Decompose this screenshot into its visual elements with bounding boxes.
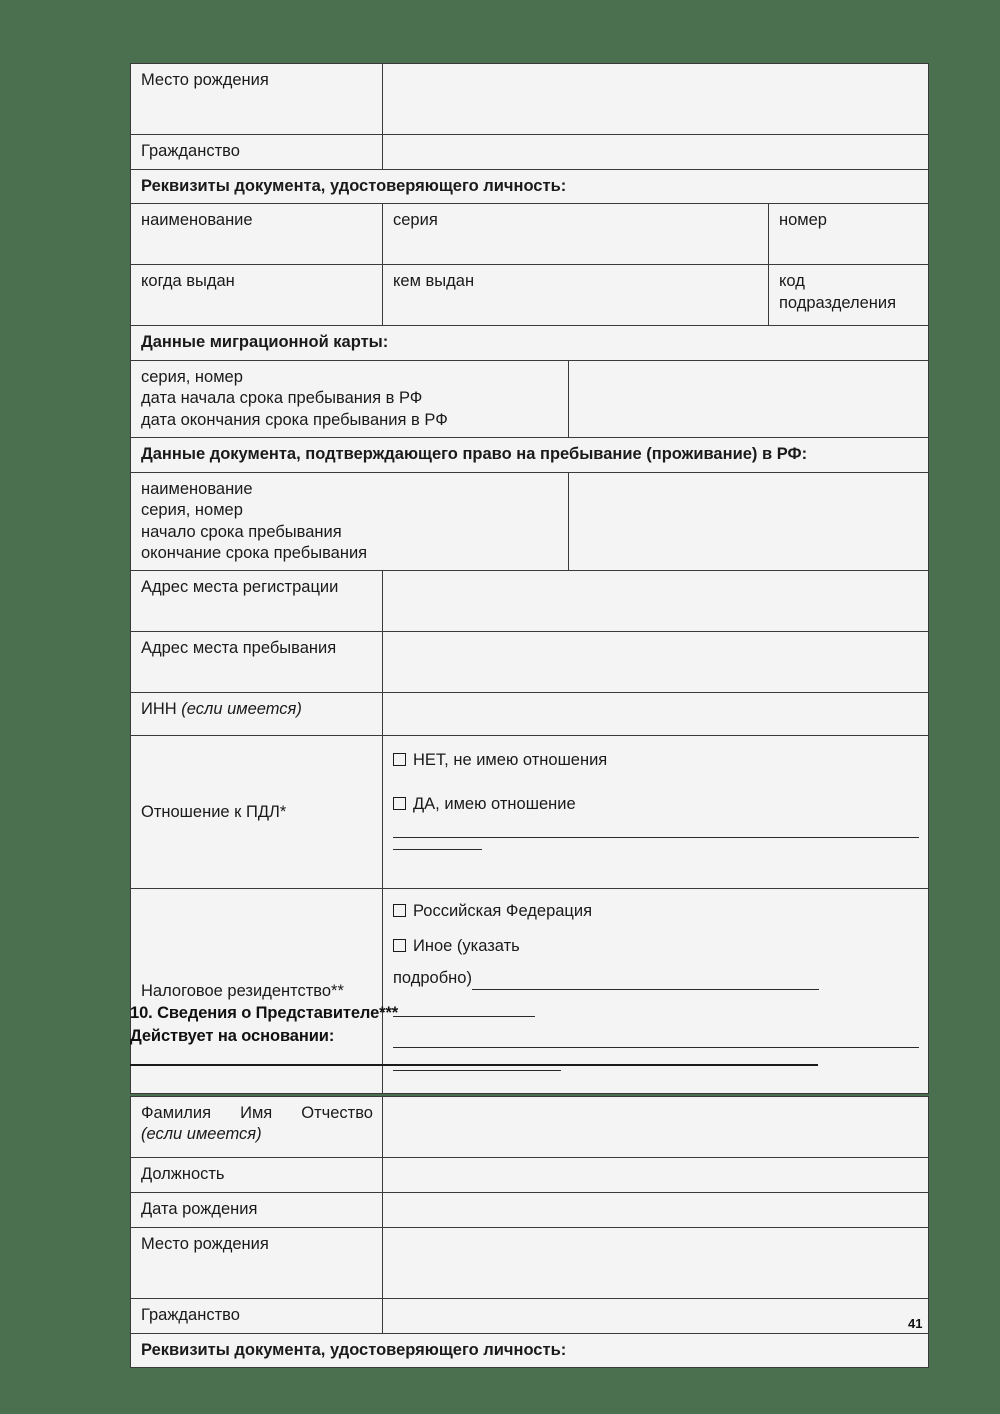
section-10-title: 10. Сведения о Представителе*** xyxy=(130,1004,399,1022)
tax-option-other[interactable] xyxy=(393,936,919,957)
residence-end: окончание срока пребывания xyxy=(141,543,368,562)
rep-citizenship-value[interactable] xyxy=(383,1299,929,1334)
table-row xyxy=(131,360,929,437)
rep-position-label: Должность xyxy=(131,1158,383,1193)
table-row xyxy=(131,170,929,204)
migration-series-number: серия, номер xyxy=(141,367,243,386)
stay-address-label: Адрес места пребывания xyxy=(131,632,383,693)
migration-end-date: дата окончания срока пребывания в РФ xyxy=(141,410,448,429)
pdl-option-no-label: НЕТ, не имею отношения xyxy=(413,751,608,770)
registration-address-value[interactable] xyxy=(383,571,929,632)
tax-write-in-rule-4[interactable] xyxy=(393,1070,561,1071)
residence-doc-fields xyxy=(131,472,569,571)
doc-department-code-label: код подразделения xyxy=(769,265,929,326)
checkbox-icon[interactable] xyxy=(393,939,406,952)
pdl-option-yes-label: ДА, имею отношение xyxy=(413,794,576,813)
table-row xyxy=(131,438,929,472)
rep-identity-doc-header: Реквизиты документа, удостоверяющего личность: xyxy=(131,1334,929,1368)
acting-on-basis-label: Действует на основании: xyxy=(130,1026,335,1045)
doc-issued-by-label: кем выдан xyxy=(383,265,769,326)
rep-birth-date-value[interactable] xyxy=(383,1193,929,1228)
rep-citizenship-label: Гражданство xyxy=(131,1299,383,1334)
identity-doc-header: Реквизиты документа, удостоверяющего личность: xyxy=(131,170,929,204)
page-number: 41 xyxy=(908,1316,923,1331)
residence-doc-values[interactable] xyxy=(569,472,929,571)
inn-label xyxy=(131,693,383,736)
residence-doc-header: Данные документа, подтверждающего право на пребывание (проживание) в РФ: xyxy=(131,438,929,472)
pdl-options xyxy=(383,736,929,889)
migration-card-fields xyxy=(131,360,569,437)
tax-option-rf[interactable] xyxy=(393,901,919,922)
rep-fio-label-main: Фамилия Имя Отчество xyxy=(141,1104,373,1122)
table-row xyxy=(131,1097,929,1158)
doc-name-label: наименование xyxy=(131,204,383,265)
birth-place-label: Место рождения xyxy=(131,64,383,135)
table-row xyxy=(131,326,929,360)
rep-birth-date-label: Дата рождения xyxy=(131,1193,383,1228)
rep-fio-value[interactable] xyxy=(383,1097,929,1158)
doc-series-label: серия xyxy=(383,204,769,265)
table-row xyxy=(131,632,929,693)
registration-address-label: Адрес места регистрации xyxy=(131,571,383,632)
tax-option-other-label: Иное (указать xyxy=(413,936,520,955)
residence-start: начало срока пребывания xyxy=(141,522,342,541)
inn-label-main: ИНН xyxy=(141,700,182,719)
table-row xyxy=(131,736,929,889)
table-row xyxy=(131,693,929,736)
pdl-option-yes[interactable] xyxy=(393,794,919,815)
table-row xyxy=(131,571,929,632)
tax-option-other-continuation xyxy=(393,968,919,989)
checkbox-icon[interactable] xyxy=(393,797,406,810)
tax-residency-label: Налоговое резидентство** xyxy=(131,889,383,1094)
rep-birth-place-label: Место рождения xyxy=(131,1228,383,1299)
rep-position-value[interactable] xyxy=(383,1158,929,1193)
inn-label-note: (если имеется) xyxy=(181,700,302,719)
pdl-label: Отношение к ПДЛ* xyxy=(131,736,383,889)
table-row xyxy=(131,204,929,265)
tax-option-rf-label: Российская Федерация xyxy=(413,902,593,921)
checkbox-icon[interactable] xyxy=(393,753,406,766)
citizenship-label: Гражданство xyxy=(131,135,383,170)
doc-issued-when-label: когда выдан xyxy=(131,265,383,326)
inn-value[interactable] xyxy=(383,693,929,736)
table-row xyxy=(131,265,929,326)
residence-series-number: серия, номер xyxy=(141,501,243,520)
table-row xyxy=(131,1228,929,1299)
table-row xyxy=(131,64,929,135)
migration-start-date: дата начала срока пребывания в РФ xyxy=(141,389,423,408)
table-row xyxy=(131,1334,929,1368)
tax-write-in-rule-1[interactable] xyxy=(472,978,819,990)
section-10-heading-block xyxy=(130,1002,830,1048)
doc-number-label: номер xyxy=(769,204,929,265)
rep-birth-place-value[interactable] xyxy=(383,1228,929,1299)
table-row xyxy=(131,1299,929,1334)
migration-card-header: Данные миграционной карты: xyxy=(131,326,929,360)
migration-card-values[interactable] xyxy=(569,360,929,437)
representative-data-table xyxy=(130,1096,929,1368)
tax-option-other-cont-label: подробно) xyxy=(393,969,472,988)
rep-fio-label-note: (если имеется) xyxy=(141,1125,262,1144)
rep-fio-label xyxy=(131,1097,383,1158)
pdl-write-in-rule-2[interactable] xyxy=(393,849,482,850)
residence-name: наименование xyxy=(141,479,253,498)
acting-on-basis-write-in-rule[interactable] xyxy=(130,1064,818,1066)
pdl-write-in-rule-1[interactable] xyxy=(393,837,919,838)
stay-address-value[interactable] xyxy=(383,632,929,693)
pdl-option-no[interactable] xyxy=(393,750,919,771)
checkbox-icon[interactable] xyxy=(393,904,406,917)
table-row xyxy=(131,472,929,571)
personal-data-table xyxy=(130,63,929,1094)
citizenship-value[interactable] xyxy=(383,135,929,170)
birth-place-value[interactable] xyxy=(383,64,929,135)
table-row xyxy=(131,1158,929,1193)
table-row xyxy=(131,135,929,170)
table-row xyxy=(131,1193,929,1228)
